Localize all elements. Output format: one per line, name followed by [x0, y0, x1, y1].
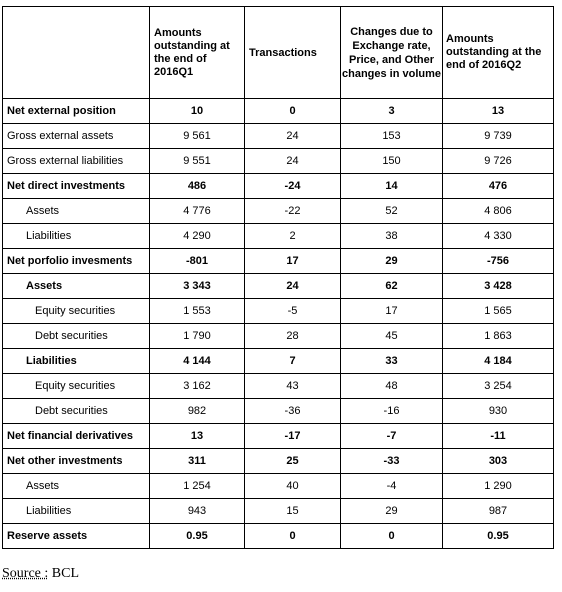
value-other-changes: 150 [341, 149, 443, 174]
table-row [3, 349, 554, 374]
row-label: Reserve assets [3, 524, 150, 549]
value-outstanding-q2: 1 290 [443, 474, 554, 499]
value-other-changes: -16 [341, 399, 443, 424]
value-other-changes: 62 [341, 274, 443, 299]
value-outstanding-q2: 1 863 [443, 324, 554, 349]
value-outstanding-q2: 4 184 [443, 349, 554, 374]
value-outstanding-q1: 10 [150, 99, 245, 124]
value-other-changes: 14 [341, 174, 443, 199]
value-outstanding-q1: 1 790 [150, 324, 245, 349]
header-transactions: Transactions [245, 7, 341, 99]
header-label-cell [3, 7, 150, 99]
value-outstanding-q2: 1 565 [443, 299, 554, 324]
value-outstanding-q2: -756 [443, 249, 554, 274]
source-value: BCL [51, 566, 79, 581]
value-transactions: -5 [245, 299, 341, 324]
value-transactions: 0 [245, 524, 341, 549]
value-outstanding-q1: -801 [150, 249, 245, 274]
value-transactions: 24 [245, 124, 341, 149]
row-label: Assets [3, 474, 150, 499]
value-other-changes: 3 [341, 99, 443, 124]
value-outstanding-q2: 303 [443, 449, 554, 474]
row-label: Debt securities [3, 399, 150, 424]
row-label: Assets [3, 199, 150, 224]
value-transactions: 28 [245, 324, 341, 349]
value-outstanding-q1: 9 561 [150, 124, 245, 149]
value-transactions: 43 [245, 374, 341, 399]
value-transactions: 15 [245, 499, 341, 524]
table-row [3, 124, 554, 149]
table-row [3, 399, 554, 424]
row-label: Liabilities [3, 224, 150, 249]
value-outstanding-q2: 9 726 [443, 149, 554, 174]
row-label: Liabilities [3, 499, 150, 524]
value-outstanding-q1: 4 290 [150, 224, 245, 249]
value-outstanding-q1: 4 144 [150, 349, 245, 374]
row-label: Net external position [3, 99, 150, 124]
value-outstanding-q2: -11 [443, 424, 554, 449]
value-transactions: -17 [245, 424, 341, 449]
value-other-changes: -4 [341, 474, 443, 499]
value-other-changes: 17 [341, 299, 443, 324]
source-note [2, 566, 79, 582]
value-transactions: -24 [245, 174, 341, 199]
value-outstanding-q1: 3 343 [150, 274, 245, 299]
table-row [3, 199, 554, 224]
value-outstanding-q2: 4 330 [443, 224, 554, 249]
table-row [3, 224, 554, 249]
value-other-changes: 33 [341, 349, 443, 374]
value-outstanding-q1: 982 [150, 399, 245, 424]
header-outstanding-q2: Amounts outstanding at the end of 2016Q2 [443, 7, 554, 99]
value-outstanding-q2: 987 [443, 499, 554, 524]
value-outstanding-q1: 486 [150, 174, 245, 199]
row-label: Gross external liabilities [3, 149, 150, 174]
row-label: Debt securities [3, 324, 150, 349]
table-row [3, 474, 554, 499]
value-outstanding-q2: 930 [443, 399, 554, 424]
external-position-table [2, 6, 554, 549]
value-transactions: 25 [245, 449, 341, 474]
row-label: Equity securities [3, 299, 150, 324]
value-outstanding-q1: 0.95 [150, 524, 245, 549]
row-label: Net financial derivatives [3, 424, 150, 449]
value-outstanding-q1: 1 553 [150, 299, 245, 324]
value-outstanding-q1: 4 776 [150, 199, 245, 224]
value-transactions: 17 [245, 249, 341, 274]
table-row [3, 449, 554, 474]
value-transactions: 7 [245, 349, 341, 374]
row-label: Net other investments [3, 449, 150, 474]
value-outstanding-q1: 1 254 [150, 474, 245, 499]
table-row [3, 174, 554, 199]
row-label: Equity securities [3, 374, 150, 399]
table-row [3, 99, 554, 124]
table-row [3, 424, 554, 449]
value-outstanding-q1: 9 551 [150, 149, 245, 174]
header-outstanding-q1: Amounts outstanding at the end of 2016Q1 [150, 7, 245, 99]
table-row [3, 249, 554, 274]
table-row [3, 274, 554, 299]
row-label: Net porfolio invesments [3, 249, 150, 274]
source-label: Source : [2, 566, 49, 581]
row-label: Gross external assets [3, 124, 150, 149]
header-row [3, 7, 554, 99]
value-outstanding-q2: 13 [443, 99, 554, 124]
value-other-changes: 153 [341, 124, 443, 149]
value-other-changes: 38 [341, 224, 443, 249]
value-other-changes: 29 [341, 249, 443, 274]
table-body [3, 99, 554, 549]
table-row [3, 324, 554, 349]
value-outstanding-q2: 4 806 [443, 199, 554, 224]
value-outstanding-q1: 3 162 [150, 374, 245, 399]
table-row [3, 524, 554, 549]
table-row [3, 299, 554, 324]
value-outstanding-q1: 13 [150, 424, 245, 449]
value-transactions: -22 [245, 199, 341, 224]
value-outstanding-q2: 3 428 [443, 274, 554, 299]
value-other-changes: 48 [341, 374, 443, 399]
value-transactions: 24 [245, 274, 341, 299]
value-transactions: 40 [245, 474, 341, 499]
value-outstanding-q2: 476 [443, 174, 554, 199]
row-label: Assets [3, 274, 150, 299]
value-transactions: 0 [245, 99, 341, 124]
value-other-changes: -7 [341, 424, 443, 449]
value-transactions: 2 [245, 224, 341, 249]
row-label: Net direct investments [3, 174, 150, 199]
value-other-changes: 29 [341, 499, 443, 524]
value-outstanding-q2: 3 254 [443, 374, 554, 399]
value-outstanding-q1: 311 [150, 449, 245, 474]
table-row [3, 374, 554, 399]
value-other-changes: 52 [341, 199, 443, 224]
value-transactions: 24 [245, 149, 341, 174]
header-other-changes: Changes due to Exchange rate, Price, and Other changes in volume [341, 7, 443, 99]
value-other-changes: 0 [341, 524, 443, 549]
table-row [3, 499, 554, 524]
value-outstanding-q2: 9 739 [443, 124, 554, 149]
value-outstanding-q1: 943 [150, 499, 245, 524]
row-label: Liabilities [3, 349, 150, 374]
value-transactions: -36 [245, 399, 341, 424]
table-row [3, 149, 554, 174]
value-outstanding-q2: 0.95 [443, 524, 554, 549]
value-other-changes: -33 [341, 449, 443, 474]
value-other-changes: 45 [341, 324, 443, 349]
